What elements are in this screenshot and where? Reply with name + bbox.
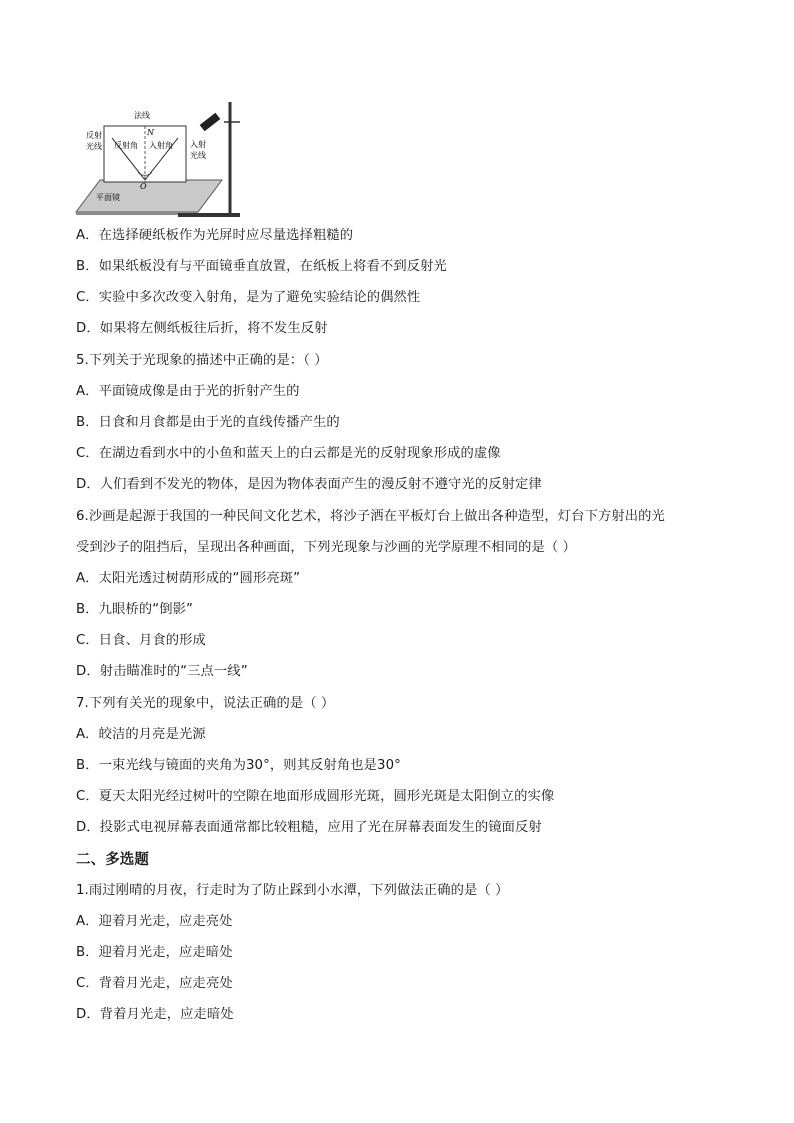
label-incidence-angle: 入射角	[149, 141, 173, 150]
label-reflected-ray-2: 光线	[86, 142, 102, 151]
s2-q1-option-c: C．背着月光走，应走亮处	[76, 976, 233, 991]
label-mirror: 平面镜	[96, 193, 120, 202]
q5-option-b: B．日食和月食都是由于光的直线传播产生的	[76, 415, 340, 430]
q7-stem: 7.下列有关光的现象中，说法正确的是（ ）	[76, 696, 335, 711]
q6-stem-line2: 受到沙子的阻挡后，呈现出各种画面，下列光现象与沙画的光学原理不相同的是（ ）	[76, 540, 577, 555]
q4-option-a: A．在选择硬纸板作为光屏时应尽量选择粗糙的	[76, 228, 354, 243]
q5-option-d: D．人们看到不发光的物体，是因为物体表面产生的漫反射不遵守光的反射定律	[76, 477, 542, 492]
q4-option-b: B．如果纸板没有与平面镜垂直放置，在纸板上将看不到反射光	[76, 259, 447, 274]
q5-option-a: A．平面镜成像是由于光的折射产生的	[76, 384, 300, 399]
q5-option-c: C．在湖边看到水中的小鱼和蓝天上的白云都是光的反射现象形成的虚像	[76, 446, 501, 461]
q7-option-c: C．夏天太阳光经过树叶的空隙在地面形成圆形光斑，圆形光斑是太阳倒立的实像	[76, 789, 555, 804]
q4-option-c: C．实验中多次改变入射角，是为了避免实验结论的偶然性	[76, 290, 421, 305]
s2-q1-option-b: B．迎着月光走，应走暗处	[76, 945, 233, 960]
reflection-experiment-figure	[74, 96, 244, 220]
q7-option-d: D．投影式电视屏幕表面通常都比较粗糙，应用了光在屏幕表面发生的镜面反射	[76, 820, 542, 835]
s2-q1-option-a: A．迎着月光走，应走亮处	[76, 914, 233, 929]
q5-stem: 5.下列关于光现象的描述中正确的是：（ ）	[76, 353, 328, 368]
q7-option-b: B．一束光线与镜面的夹角为30°，则其反射角也是30°	[76, 758, 401, 773]
label-reflection-angle: 反射角	[114, 141, 138, 150]
laser-pointer	[200, 113, 221, 132]
reflection-apparatus-diagram	[74, 96, 244, 220]
q6-option-b: B．九眼桥的“倒影”	[76, 602, 193, 617]
label-n: N	[147, 128, 154, 137]
label-incident-ray-1: 入射	[190, 140, 206, 149]
s2-q1-stem: 1.雨过刚晴的月夜，行走时为了防止踩到小水潭，下列做法正确的是（ ）	[76, 883, 509, 898]
q6-option-c: C．日食、月食的形成	[76, 633, 206, 648]
section-heading-multiple-choice: 二、多选题	[76, 852, 149, 868]
label-normal: 法线	[134, 111, 150, 120]
label-o: O	[140, 182, 147, 191]
q7-option-a: A．皎洁的月亮是光源	[76, 727, 206, 742]
q6-option-d: D．射击瞄准时的“三点一线”	[76, 664, 248, 679]
label-reflected-ray-1: 反射	[86, 131, 102, 140]
q4-option-d: D．如果将左侧纸板往后折，将不发生反射	[76, 321, 328, 336]
q6-stem-line1: 6.沙画是起源于我国的一种民间文化艺术，将沙子洒在平板灯台上做出各种造型，灯台下方射出的光	[76, 509, 665, 524]
label-incident-ray-2: 光线	[190, 151, 206, 160]
q6-option-a: A．太阳光透过树荫形成的“圆形亮斑”	[76, 571, 301, 586]
s2-q1-option-d: D．背着月光走，应走暗处	[76, 1007, 234, 1022]
